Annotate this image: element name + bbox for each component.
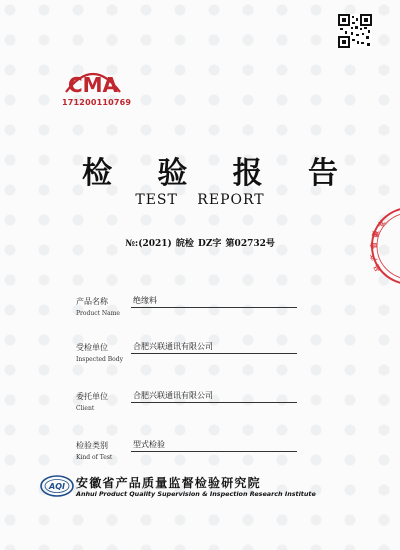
svg-text:省: 省 <box>370 242 378 249</box>
field-value: 合肥兴联通讯有限公司 <box>133 391 213 400</box>
report-title-english: TEST REPORT <box>135 192 265 208</box>
field-inspected-body <box>76 342 306 382</box>
svg-text:AQI: AQI <box>49 482 65 491</box>
field-underline <box>131 451 297 452</box>
institute-name-chinese: 安徽省产品质量监督检验研究院 <box>76 476 261 490</box>
svg-text:CMA: CMA <box>67 73 119 96</box>
qr-code-icon <box>338 14 372 48</box>
field-label: 委托单位 <box>76 392 108 401</box>
field-underline <box>131 353 297 354</box>
field-sublabel: Inspected Body <box>76 356 124 363</box>
field-underline <box>131 307 297 308</box>
field-value: 型式检验 <box>133 440 165 449</box>
aqi-logo <box>40 474 74 498</box>
field-client <box>76 391 306 431</box>
red-seal-stamp <box>366 204 400 288</box>
title-char: 检 <box>82 156 112 191</box>
svg-text:产: 产 <box>369 252 379 262</box>
svg-text:安: 安 <box>376 219 388 229</box>
cma-certificate-number: 171200110769 <box>62 98 132 107</box>
field-underline <box>131 402 297 403</box>
svg-text:徽: 徽 <box>371 229 381 239</box>
institute-name-english: Anhui Product Quality Supervision & Inspection Research Institute <box>76 490 316 498</box>
cma-logo <box>62 62 124 96</box>
field-sublabel: Client <box>76 405 95 412</box>
report-title-chinese <box>60 148 360 192</box>
report-number: №:(2021) 皖检 DZ字 第02732号 <box>125 239 275 249</box>
field-product-name <box>76 296 306 336</box>
field-label: 检验类别 <box>76 441 108 450</box>
title-char: 报 <box>232 156 263 191</box>
svg-text:品: 品 <box>372 262 383 273</box>
title-char: 验 <box>157 156 188 191</box>
field-label: 产品名称 <box>76 297 108 306</box>
field-value: 合肥兴联通讯有限公司 <box>133 342 213 351</box>
field-sublabel: Kind of Test <box>76 454 113 461</box>
field-sublabel: Product Name <box>76 310 120 317</box>
field-value: 绝缘料 <box>133 296 157 305</box>
field-label: 受检单位 <box>76 343 108 352</box>
title-char: 告 <box>307 156 338 191</box>
